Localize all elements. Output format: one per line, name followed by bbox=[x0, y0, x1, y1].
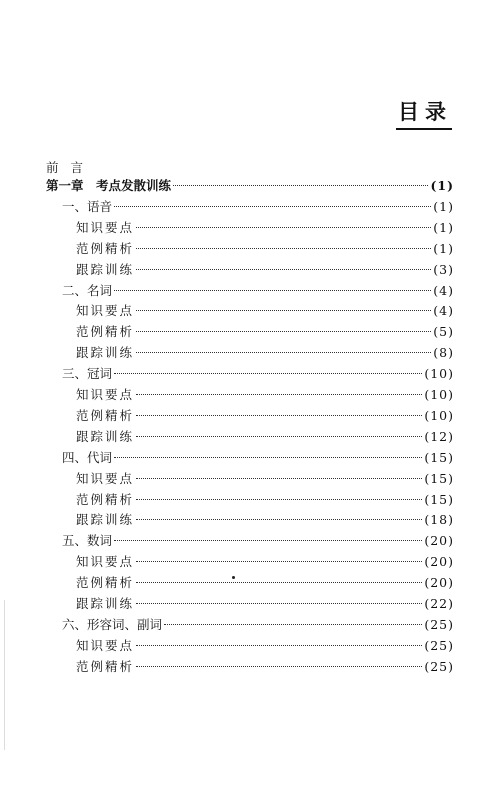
toc-entry-label: 第一章 考点发散训练 bbox=[46, 178, 172, 193]
toc-section-row bbox=[62, 198, 454, 216]
toc-entry-label: 四、代词 bbox=[62, 450, 113, 465]
toc-entry-label: 知识要点 bbox=[76, 554, 135, 569]
toc-subsection-row bbox=[76, 219, 454, 237]
toc-entry-label: 跟踪训练 bbox=[76, 345, 135, 360]
toc-entry-label: 跟踪训练 bbox=[76, 262, 135, 277]
toc-subsection-row bbox=[76, 553, 454, 571]
toc-page-number: (3) bbox=[433, 262, 454, 277]
toc-leader-dots bbox=[136, 415, 422, 416]
toc-page-number: (25) bbox=[424, 638, 454, 653]
toc-entry-label: 五、数词 bbox=[62, 533, 113, 548]
toc-leader-dots bbox=[136, 352, 431, 353]
toc-page-number: (1) bbox=[433, 241, 454, 256]
toc-leader-dots bbox=[136, 666, 422, 667]
toc-leader-dots bbox=[114, 373, 422, 374]
toc-page-number: (10) bbox=[424, 408, 454, 423]
toc-subsection-row bbox=[76, 595, 454, 613]
toc-subsection-row bbox=[76, 637, 454, 655]
toc-page-number: (15) bbox=[424, 492, 454, 507]
toc-page-number: (10) bbox=[424, 366, 454, 381]
toc-subsection-row bbox=[76, 407, 454, 425]
toc-section-row bbox=[62, 282, 454, 300]
toc-subsection-row bbox=[76, 302, 454, 320]
toc-section-row bbox=[62, 616, 454, 634]
toc-subsection-row bbox=[76, 261, 454, 279]
toc-entry-label: 范例精析 bbox=[76, 408, 135, 423]
toc-section-row bbox=[62, 365, 454, 383]
toc-page-number: (20) bbox=[424, 575, 454, 590]
toc-entry-label: 范例精析 bbox=[76, 324, 135, 339]
toc-page-number: (20) bbox=[424, 533, 454, 548]
toc-subsection-row bbox=[76, 386, 454, 404]
toc-page-number: (4) bbox=[433, 283, 454, 298]
toc-entry-label: 范例精析 bbox=[76, 659, 135, 674]
toc-entry-label: 范例精析 bbox=[76, 492, 135, 507]
toc-leader-dots bbox=[136, 436, 422, 437]
toc-subsection-row bbox=[76, 511, 454, 529]
toc-leader-dots bbox=[173, 185, 428, 186]
toc-entry-label: 三、冠词 bbox=[62, 366, 113, 381]
toc-page-number: (12) bbox=[424, 429, 454, 444]
toc-page-number: (15) bbox=[424, 471, 454, 486]
toc-page-number: (22) bbox=[424, 596, 454, 611]
toc-leader-dots bbox=[136, 331, 431, 332]
toc-leader-dots bbox=[136, 248, 431, 249]
toc-page-number: (20) bbox=[424, 554, 454, 569]
toc-leader-dots bbox=[136, 561, 422, 562]
toc-leader-dots bbox=[114, 290, 431, 291]
toc-leader-dots bbox=[136, 499, 422, 500]
scan-margin-line bbox=[4, 600, 5, 750]
toc-leader-dots bbox=[114, 457, 422, 458]
toc-page-number: (25) bbox=[424, 659, 454, 674]
toc-page-number: (5) bbox=[433, 324, 454, 339]
toc-page-number: (10) bbox=[424, 387, 454, 402]
toc-entry-label: 跟踪训练 bbox=[76, 429, 135, 444]
toc-page-number: (15) bbox=[424, 450, 454, 465]
toc-entry-label: 二、名词 bbox=[62, 283, 113, 298]
toc-page-number: (25) bbox=[424, 617, 454, 632]
toc-entry-label: 跟踪训练 bbox=[76, 512, 135, 527]
toc-entry-label: 跟踪训练 bbox=[76, 596, 135, 611]
toc-subsection-row bbox=[76, 658, 454, 676]
toc-leader-dots bbox=[136, 269, 431, 270]
toc-section-row bbox=[62, 449, 454, 467]
toc-leader-dots bbox=[136, 519, 422, 520]
toc-leader-dots bbox=[164, 624, 422, 625]
toc-leader-dots bbox=[136, 645, 422, 646]
toc-leader-dots bbox=[136, 478, 422, 479]
toc-leader-dots bbox=[136, 394, 422, 395]
scan-speck bbox=[232, 576, 235, 579]
page-title: 目录 bbox=[396, 96, 452, 130]
toc-subsection-row bbox=[76, 428, 454, 446]
toc-entry-label: 知识要点 bbox=[76, 638, 135, 653]
toc-subsection-row bbox=[76, 491, 454, 509]
toc-entry-label: 知识要点 bbox=[76, 220, 135, 235]
toc-leader-dots bbox=[136, 603, 422, 604]
toc-subsection-row bbox=[76, 574, 454, 592]
toc-entry-label: 知识要点 bbox=[76, 471, 135, 486]
toc-leader-dots bbox=[114, 540, 422, 541]
toc-leader-dots bbox=[114, 206, 431, 207]
toc-page-number: (1) bbox=[433, 220, 454, 235]
toc-page-number: (1) bbox=[433, 199, 454, 214]
toc-entry-label: 一、语音 bbox=[62, 199, 113, 214]
toc-leader-dots bbox=[136, 582, 422, 583]
toc-page-number: (18) bbox=[424, 512, 454, 527]
toc-subsection-row bbox=[76, 344, 454, 362]
toc-page-number: (1) bbox=[430, 178, 454, 193]
toc-entry-label: 知识要点 bbox=[76, 387, 135, 402]
toc-section-row bbox=[62, 532, 454, 550]
toc-entry-label: 六、形容词、副词 bbox=[62, 617, 163, 632]
toc-entry-label: 范例精析 bbox=[76, 575, 135, 590]
toc-leader-dots bbox=[136, 310, 431, 311]
toc-page-number: (4) bbox=[433, 303, 454, 318]
toc-chapter-row bbox=[46, 177, 454, 195]
toc-page-number: (8) bbox=[433, 345, 454, 360]
toc-leader-dots bbox=[136, 227, 431, 228]
toc-subsection-row bbox=[76, 240, 454, 258]
toc-subsection-row bbox=[76, 323, 454, 341]
toc-subsection-row bbox=[76, 470, 454, 488]
preface-heading: 前言 bbox=[46, 160, 96, 175]
toc-entry-label: 知识要点 bbox=[76, 303, 135, 318]
toc-entry-label: 范例精析 bbox=[76, 241, 135, 256]
